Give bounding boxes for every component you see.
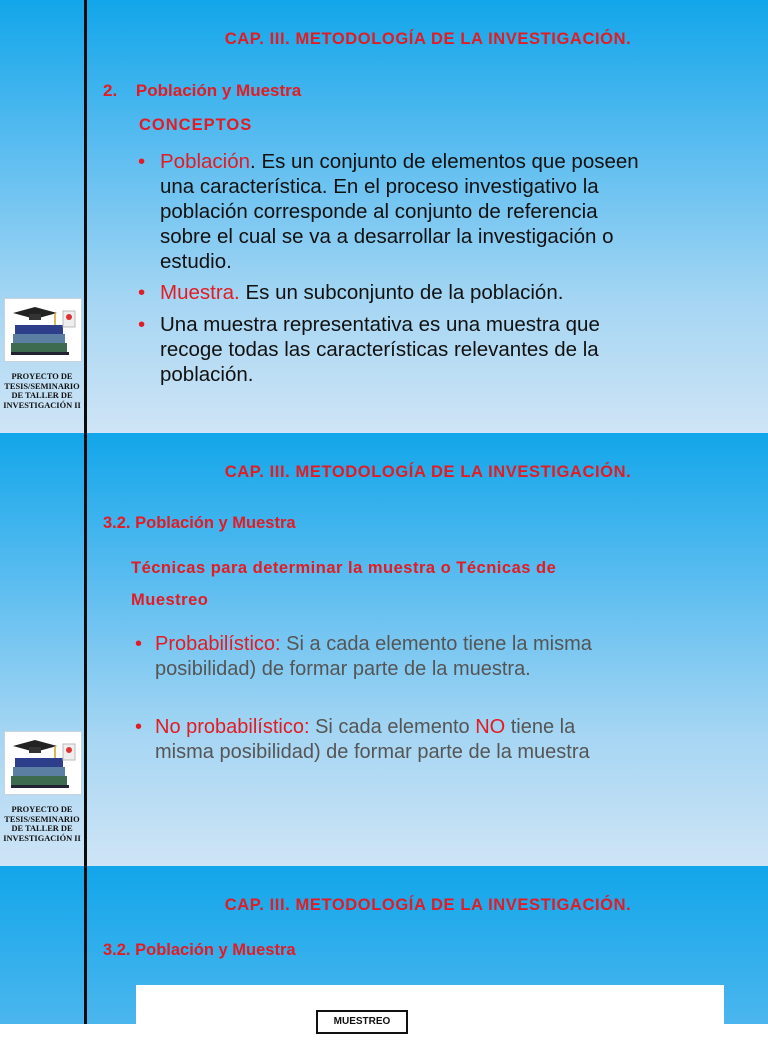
bullet-text: estudio. [160,250,232,273]
term-poblacion: Población [160,150,251,173]
bullet-text: sobre el cual se va a desarrollar la investigación o [160,225,614,248]
vertical-divider [84,433,87,866]
term-muestra: Muestra. [160,281,240,304]
bullet-text: Es un subconjunto de la población. [239,281,564,304]
section-number: 2. [103,81,118,100]
section-title-text: Población y Muestra [135,81,302,100]
slide-2 [0,433,768,866]
logo-line: TESIS/SEMINARIO [4,814,80,824]
bullet-muestra: • Muestra. Es un subconjunto de la población. [138,281,564,304]
logo-line: PROYECTO DE [11,372,73,381]
techniques-line: Muestreo [131,591,209,609]
bullet-probabilistico: • Probabilístico: Si a cada elemento tiene la misma posibilidad) de formar parte de la muestra. [155,632,715,682]
techniques-line: Técnicas para determinar la muestra o Técnicas de [131,559,557,577]
graduation-books-logo [4,298,82,362]
techniques-title [131,552,556,616]
project-label [0,805,84,843]
bullet-text: . Es un conjunto de elementos que poseen [250,150,639,173]
bullet-text: recoge todas las características relevantes de la [160,338,599,361]
bullet-no-probabilistico: • No probabilístico: Si cada elemento NO tiene la misma posibilidad) de formar parte de la muestra [155,715,715,765]
bullet-text: tiene la [505,716,576,738]
logo-line: PROYECTO DE [11,805,73,814]
bullet-text: posibilidad) de formar parte de la muestra. [155,658,531,680]
bullet-text: Si cada elemento [309,716,476,738]
concepts-label: CONCEPTOS [139,116,253,134]
section-title: 3.2. Población y Muestra [103,514,296,532]
vertical-divider [84,0,87,433]
bullet-muestra-representativa: • Una muestra representativa es una muestra que recoge todas las características relevantes de la población. [160,312,705,387]
logo-line: TESIS/SEMINARIO [4,381,80,391]
emphasis-no: NO [475,716,506,738]
bullet-text: Si a cada elemento tiene la misma [280,633,592,655]
chapter-heading: CAP. III. METODOLOGÍA DE LA INVESTIGACIÓN. [224,896,632,914]
section-title [103,81,301,101]
logo-line: INVESTIGACIÓN II [3,400,81,410]
project-label [0,372,84,410]
bullet-text: misma posibilidad) de formar parte de la muestra [155,741,590,763]
bullet-text: población corresponde al conjunto de referencia [160,200,598,223]
term-probabilistico: Probabilístico: [155,633,281,655]
term-no-probabilistico: No probabilístico: [155,716,310,738]
logo-line: DE TALLER DE [11,824,73,834]
bullet-text: una característica. En el proceso investigativo la [160,175,599,198]
bullet-text: Una muestra representativa es una muestra que [160,313,600,336]
chapter-heading: CAP. III. METODOLOGÍA DE LA INVESTIGACIÓN. [224,463,632,481]
logo-line: DE TALLER DE [11,391,73,401]
chapter-heading: CAP. III. METODOLOGÍA DE LA INVESTIGACIÓN. [224,30,632,48]
bullet-text: población. [160,363,254,386]
diagram-area [136,985,724,1045]
bullet-poblacion: • Población. Es un conjunto de elementos que poseen una característica. En el proceso investigativo la población corresponde al conjunto de referencia sobre el cual se va a desarrollar la investigación o estudio. [160,149,700,274]
logo-line: INVESTIGACIÓN II [3,833,81,843]
muestreo-box: MUESTREO [316,1010,408,1034]
graduation-books-logo [4,731,82,795]
slide-1 [0,0,768,433]
section-title: 3.2. Población y Muestra [103,941,296,959]
vertical-divider [84,866,87,1024]
